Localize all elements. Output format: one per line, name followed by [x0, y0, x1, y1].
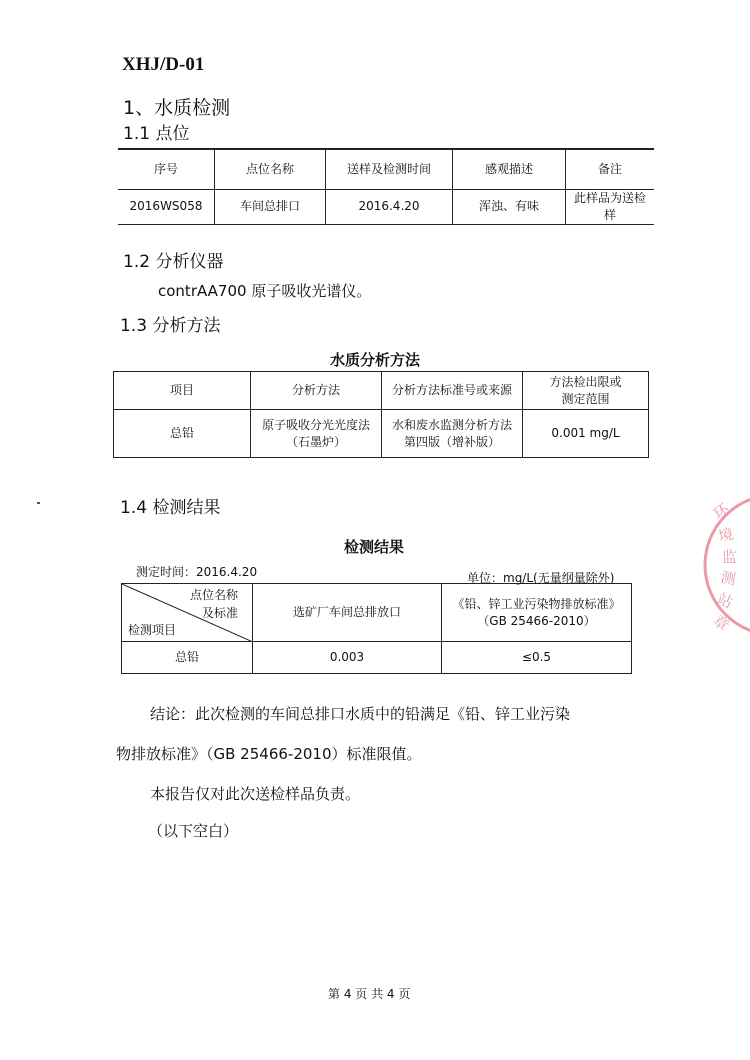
table-header-row — [122, 584, 632, 642]
header-standard-line2: （GB 25466-2010） — [477, 613, 596, 628]
header-source: 分析方法标准号或来源 — [382, 372, 523, 410]
cell-source — [382, 410, 523, 458]
official-stamp — [700, 490, 750, 640]
page-footer: 第 4 页 共 4 页 — [328, 987, 411, 1001]
svg-text:测: 测 — [719, 568, 738, 589]
header-limit — [523, 372, 649, 410]
scan-mark — [37, 502, 40, 504]
cell-appearance: 浑浊、有味 — [453, 189, 566, 224]
unit-label: 单位：mg/L(无量纲量除外) — [467, 571, 615, 585]
result-table — [121, 583, 632, 674]
section-1-title: 1、水质检测 — [123, 97, 231, 119]
svg-text:监: 监 — [722, 548, 738, 566]
cell-time: 2016.4.20 — [326, 189, 453, 224]
svg-text:境: 境 — [716, 524, 736, 546]
header-appearance: 感观描述 — [453, 149, 566, 189]
section-1-2-title: 1.2 分析仪器 — [123, 252, 224, 272]
header-remark: 备注 — [566, 149, 655, 189]
section-1-3-title: 1.3 分析方法 — [120, 316, 221, 336]
cell-method-line2: （石墨炉） — [285, 434, 346, 449]
table-header-row — [118, 149, 654, 189]
header-time: 送样及检测时间 — [326, 149, 453, 189]
cell-remark: 此样品为送检样 — [566, 189, 655, 224]
cell-point-name: 车间总排口 — [215, 189, 326, 224]
table-header-row — [114, 372, 649, 410]
diag-top-line1: 点位名称 — [189, 588, 238, 602]
header-standard — [442, 584, 632, 642]
sampling-point-table — [118, 148, 654, 225]
analysis-method-table — [113, 371, 649, 458]
svg-text:章: 章 — [709, 611, 733, 635]
diagonal-header-top — [190, 586, 238, 622]
cell-source-line2: 第四版（增补版） — [403, 434, 500, 449]
conclusion-line-1: 结论：此次检测的车间总排口水质中的铅满足《铅、锌工业污染 — [150, 705, 571, 723]
cell-serial: 2016WS058 — [118, 189, 215, 224]
blank-below-text: （以下空白） — [148, 822, 239, 840]
cell-limit: ≤0.5 — [442, 642, 632, 674]
table-row — [114, 410, 649, 458]
diagonal-header-bottom: 检测项目 — [128, 623, 177, 637]
section-1-4-title: 1.4 检测结果 — [120, 498, 221, 518]
cell-limit: 0.001 mg/L — [523, 410, 649, 458]
instrument-text: contrAA700 原子吸收光谱仪。 — [158, 282, 372, 300]
diagonal-header-cell — [122, 584, 253, 642]
header-site: 选矿厂车间总排放口 — [253, 584, 442, 642]
table-row — [122, 642, 632, 674]
conclusion-line-2: 物排放标准》（GB 25466-2010）标准限值。 — [116, 745, 422, 763]
document-code: XHJ/D-01 — [122, 54, 205, 75]
test-time: 测定时间：2016.4.20 — [136, 565, 258, 579]
header-serial: 序号 — [118, 149, 215, 189]
header-standard-line1: 《铅、锌工业污染物排放标准》 — [452, 596, 621, 611]
svg-text:环: 环 — [709, 499, 733, 524]
header-method: 分析方法 — [251, 372, 382, 410]
table-row — [118, 189, 654, 224]
cell-value: 0.003 — [253, 642, 442, 674]
cell-item: 总铅 — [114, 410, 251, 458]
cell-method-line1: 原子吸收分光光度法 — [261, 417, 370, 432]
diag-top-line2: 及标准 — [201, 606, 238, 620]
result-table-title: 检测结果 — [344, 538, 405, 556]
header-item: 项目 — [114, 372, 251, 410]
header-limit-line1: 方法检出限或 — [549, 374, 622, 389]
svg-text:站: 站 — [714, 589, 736, 612]
method-table-title: 水质分析方法 — [330, 351, 421, 369]
section-1-1-title: 1.1 点位 — [123, 124, 190, 144]
cell-item: 总铅 — [122, 642, 253, 674]
cell-method — [251, 410, 382, 458]
cell-source-line1: 水和废水监测分析方法 — [391, 417, 512, 432]
header-point-name: 点位名称 — [215, 149, 326, 189]
header-limit-line2: 测定范围 — [561, 391, 610, 406]
disclaimer-text: 本报告仅对此次送检样品负责。 — [150, 785, 361, 803]
